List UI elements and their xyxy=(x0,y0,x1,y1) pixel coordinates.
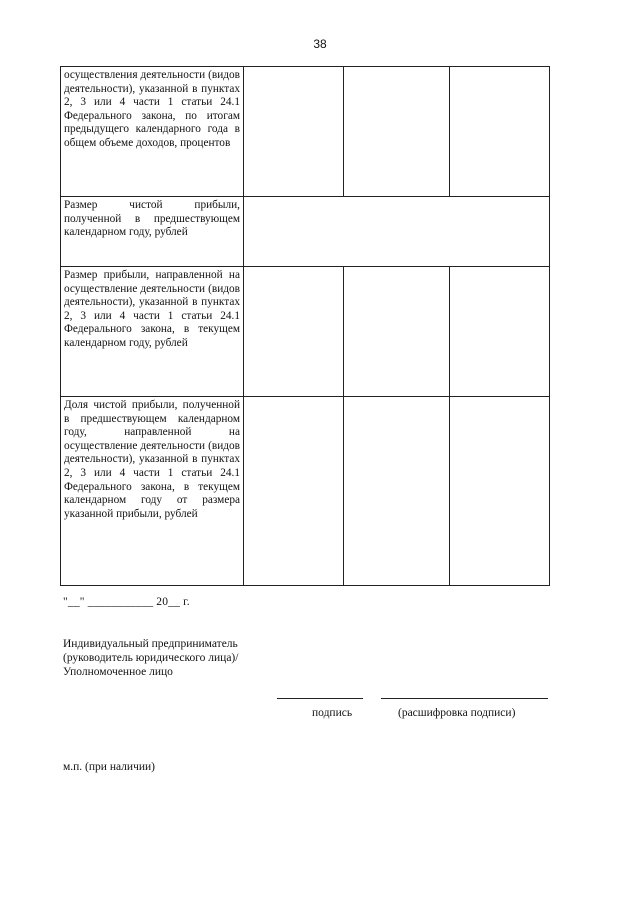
row-label: Размер чистой прибыли, полученной в предшествующем календарном году, рублей xyxy=(61,197,244,267)
value-cell[interactable] xyxy=(244,397,344,586)
value-cell[interactable] xyxy=(450,67,550,197)
merged-value-cell[interactable] xyxy=(244,197,550,267)
value-cell[interactable] xyxy=(244,267,344,397)
table-row xyxy=(61,267,550,397)
value-cell[interactable] xyxy=(344,397,450,586)
decryption-caption: (расшифровка подписи) xyxy=(398,707,516,719)
decryption-line[interactable] xyxy=(381,698,548,699)
table-row xyxy=(61,67,550,197)
value-cell[interactable] xyxy=(244,67,344,197)
row-label: осуществления деятельности (видов деятельности), указанной в пунктах 2, 3 или 4 части 1 статьи 24.1 Федерального закона, по итогам предыдущего календарного года в общем объеме доходов, процентов xyxy=(61,67,244,197)
row-label: Размер прибыли, направленной на осуществление деятельности (видов деятельности), указанной в пунктах 2, 3 или 4 части 1 статьи 24.1 Федерального закона, в текущем календарном году, рублей xyxy=(61,267,244,397)
signature-line[interactable] xyxy=(277,698,363,699)
row-label: Доля чистой прибыли, полученной в предшествующем календарном году, направленной на осуществление деятельности (видов деятельности), указанной в пунктах 2, 3 или 4 части 1 статьи 24.1 Федерального закона, в текущем календарном году от размера указанной прибыли, рублей xyxy=(61,397,244,586)
table-row xyxy=(61,197,550,267)
entrepreneur-label: Индивидуальный предприниматель (руководитель юридического лица)/Уполномоченное лицо xyxy=(63,638,239,678)
signature-caption: подпись xyxy=(312,707,353,719)
table-row xyxy=(61,397,550,586)
value-cell[interactable] xyxy=(450,267,550,397)
value-cell[interactable] xyxy=(450,397,550,586)
page-number: 38 xyxy=(313,37,327,51)
stamp-note: м.п. (при наличии) xyxy=(63,761,155,773)
value-cell[interactable] xyxy=(344,267,450,397)
report-table xyxy=(60,66,550,586)
date-line: "__" ___________ 20__ г. xyxy=(63,596,190,608)
value-cell[interactable] xyxy=(344,67,450,197)
